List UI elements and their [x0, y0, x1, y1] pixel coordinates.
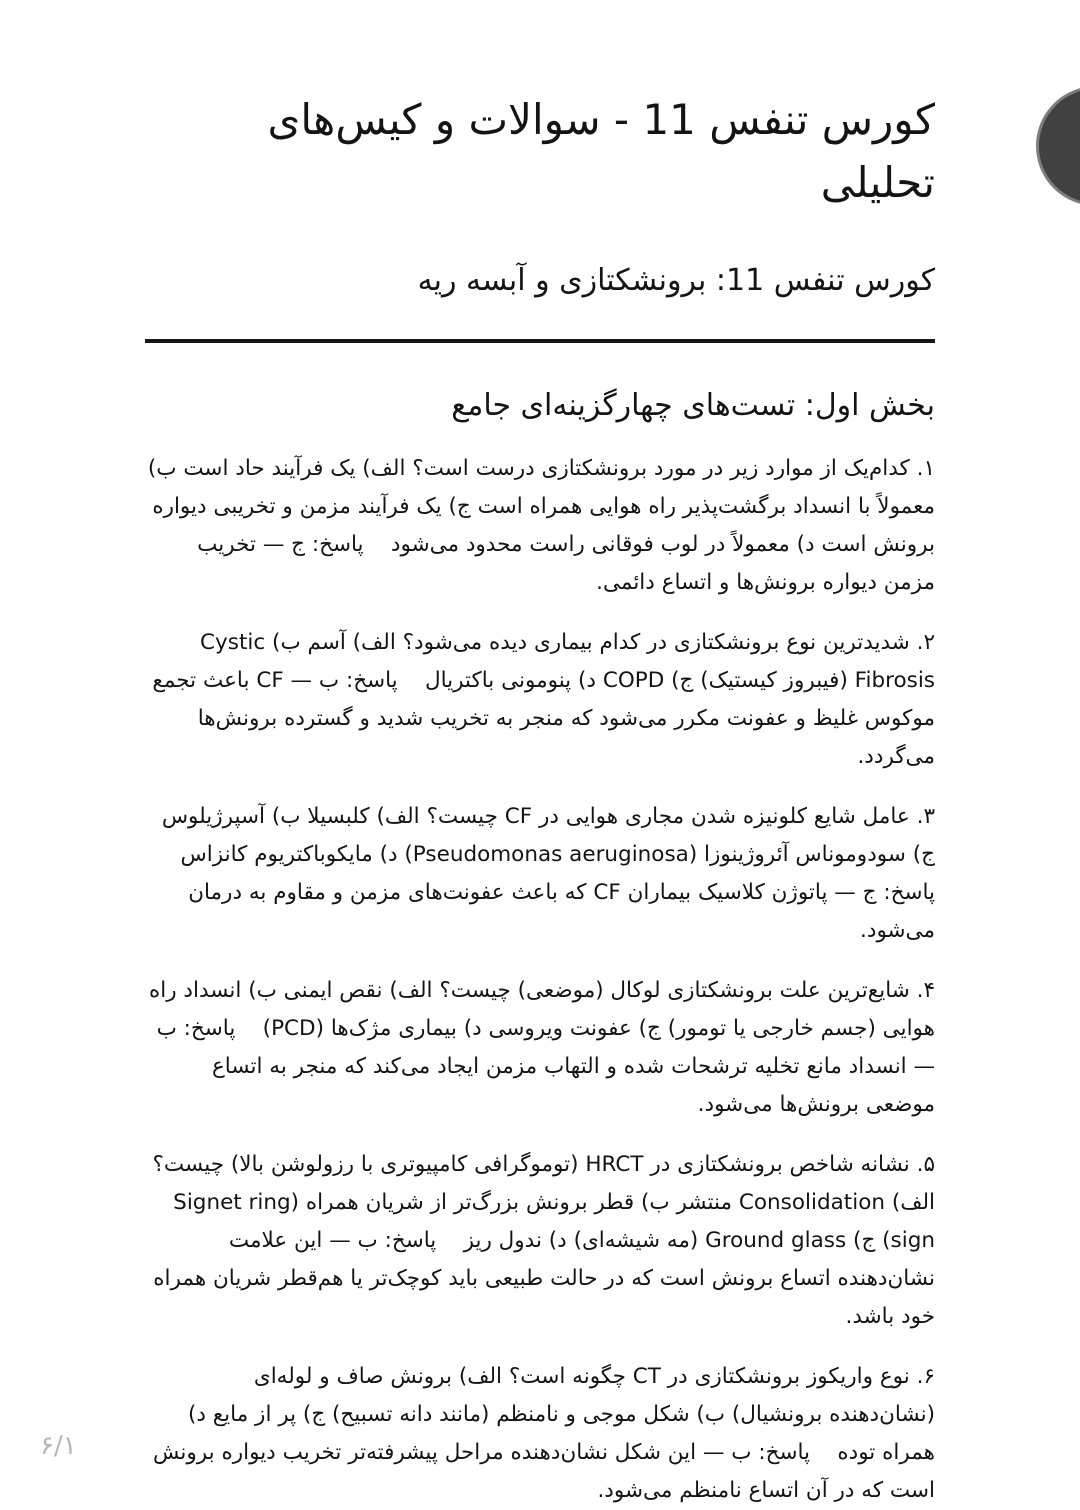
question-paragraph-3: ۳. عامل شایع کلونیزه شدن مجاری هوایی در CF چیست؟ الف) کلبسیلا ب) آسپرژیلوس ج) سودوموناس آئروژینوزا (Pseudomonas aeruginosa) د) مایکوباکتریوم کانزاس پاسخ: ج — پاتوژن کلاسیک بیماران CF که باعث عفونت‌های مزمن و مقاوم به درمان می‌شود.: [160, 804, 935, 943]
page-number: ۶/۱: [40, 1431, 77, 1461]
horizontal-divider: [145, 339, 935, 343]
question-paragraph-1: ۱. کدام‌یک از موارد زیر در مورد برونشکتازی درست است؟ الف) یک فرآیند حاد است ب) معمولاً با انسداد برگشت‌پذیر راه هوایی همراه است ج) یک فرآیند مزمن و تخریبی دیواره برونش است د) معمولاً در لوب فوقانی راست محدود می‌شود پاسخ: ج — تخریب مزمن دیواره برونش‌ها و اتساع دائمی.: [147, 456, 935, 595]
section-heading: بخش اول: تست‌های چهارگزینه‌ای جامع: [451, 388, 935, 423]
question-paragraph-4: ۴. شایع‌ترین علت برونشکتازی لوکال (موضعی) چیست؟ الف) نقص ایمنی ب) انسداد راه هوایی (جسم خارجی یا تومور) ج) عفونت ویروسی د) بیماری مژک‌ها (PCD) پاسخ: ب — انسداد مانع تخلیه ترشحات شده و التهاب مزمن ایجاد می‌کند که منجر به اتساع موضعی برونش‌ها می‌شود.: [148, 978, 935, 1117]
question-paragraph-5: ۵. نشانه شاخص برونشکتازی در HRCT (توموگرافی کامپیوتری با رزولوشن بالا) چیست؟ الف) Consolidation منتشر ب) قطر برونش بزرگ‌تر از شریان همراه (Signet ring sign) ج) Ground glass (مه شیشه‌ای) د) ندول ریز پاسخ: ب — این علامت نشان‌دهنده اتساع برونش است که در حالت طبیعی باید کوچک‌تر یا هم‌قطر شریان همراه خود باشد.: [152, 1152, 935, 1329]
question-paragraph-6: ۶. نوع واریکوز برونشکتازی در CT چگونه است؟ الف) برونش صاف و لوله‌ای (نشان‌دهنده برونشیال) ب) شکل موجی و نامنظم (مانند دانه تسبیح) ج) پر از مایع د) همراه توده پاسخ: ب — این شکل نشان‌دهنده مراحل پیشرفته‌تر تخریب دیواره برونش است که در آن اتساع نامنظم می‌شود.: [153, 1364, 935, 1503]
document-title: کورس تنفس 11 - سوالات و کیس‌های تحلیلی: [267, 95, 935, 207]
question-paragraph-2: ۲. شدیدترین نوع برونشکتازی در کدام بیماری دیده می‌شود؟ الف) آسم ب) Cystic Fibrosis (فیبروز کیستیک) ج) COPD د) پنومونی باکتریال پاسخ: ب — CF باعث تجمع موکوس غلیظ و عفونت مکرر می‌شود که منجر به تخریب شدید و گسترده برونش‌ها می‌گردد.: [152, 630, 935, 769]
questions-list: [145, 450, 935, 1510]
document-subtitle: کورس تنفس 11: برونشکتازی و آبسه ریه: [417, 263, 935, 298]
